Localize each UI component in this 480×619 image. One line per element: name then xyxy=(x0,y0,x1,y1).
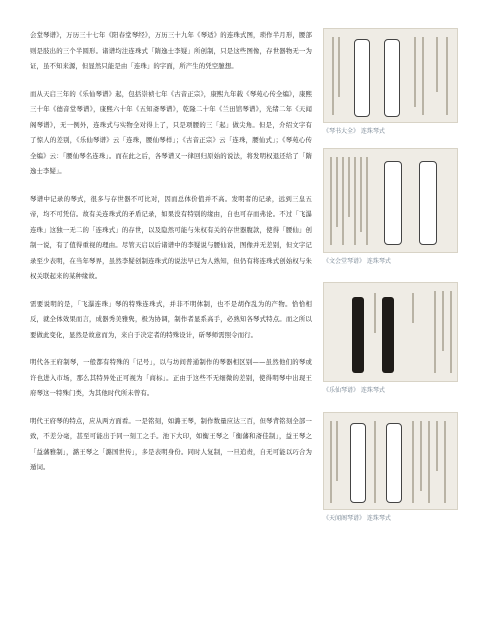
figure-image xyxy=(323,28,458,123)
figure-caption: 《文会堂琴谱》 连珠琴式 xyxy=(323,258,391,265)
figure-image xyxy=(323,282,458,382)
paragraph: 琴谱中记录的琴式，很多与存世器不可比对，因而总体价值并不高。发明者的记录，远到三皇五帝，均不可凭信。故有关连珠式的矛盾记录，如果没有特别的缘由，自也可存而弗论。不过「飞瀑连珠」这独一无二的「连珠式」的存世，以及隐然可能与朱权有关的存世器腹款，使得「腰仙」创制一说，有了值得重视的理由。尽管天启以后诸谱中的李疑说与腰仙说，图像并无差别，但文字记录至少表明，在当年琴界，虽然李疑创制连珠式的说法早已为人熟知，但仍有将连珠式创始权与朱权关联起来的某种缘故。 xyxy=(30,194,312,280)
figure-tianwenge xyxy=(323,412,458,524)
paragraph: 而从天启三年的《乐仙琴谱》起，包括崇祯七年《古音正宗》，康熙九年载《琴苑心传全编》，康熙三十年《德音堂琴谱》，康熙六十年《五知斋琴谱》，乾隆二十年《兰田馆琴谱》，光绪二年《天闻阁琴谱》，无一例外，连珠式与实物全对得上了，只是项腰的三「起」做尖角。但是，介绍文字有了惊人的差别，《乐仙琴谱》云「连珠，腰仙琴样」；《古音正宗》云「连珠，腰仙式」；《琴苑心传全编》云：「腰仙琴名连珠」。而在此之后，各琴谱又一律回归原始的说法，将发明权退还给了「隋逸士李疑」。 xyxy=(30,89,312,175)
figure-caption: 《乐仙琴谱》 连珠琴式 xyxy=(323,387,385,394)
figure-image xyxy=(323,148,458,253)
figure-image xyxy=(323,412,458,510)
qin-dark-front xyxy=(352,297,364,373)
qin-outline xyxy=(419,161,437,245)
paragraph: 明代王府琴的特点，应从两方面看。一是铭刻，如潞王琴，制作数量应达三百，但琴背铭刻全部一致，不差分毫，甚至可能出于同一刻工之手。池下大印，如衡王琴之「衡藩和斋佳制」，益王琴之「益藩雅制」，潞王琴之「潞国世传」，多是表明身份。同时人复制，一旦追责，自无可能以巧合为遁词。 xyxy=(30,416,312,471)
figure-caption: 《天闻阁琴谱》 连珠琴式 xyxy=(323,515,391,522)
qin-outline xyxy=(350,423,366,503)
qin-outline xyxy=(384,161,402,245)
figure-wenhuitang xyxy=(323,148,458,267)
article-body xyxy=(30,28,312,476)
figure-lexian xyxy=(323,282,458,396)
qin-outline xyxy=(354,39,370,117)
qin-dark-back xyxy=(382,297,394,373)
figure-caption: 《琴书大全》 连珠琴式 xyxy=(323,128,385,135)
figure-qinshu-daquan xyxy=(323,28,458,137)
paragraph: 会堂琴谱》，万历三十七年《阳春堂琴经》，万历三十九年《琴适》的连珠式图，琐作半月形，腰部则是肢出的三个半圆形。诸谱均注连珠式「隋逸士李疑」所创制，只是这些图像，存世器物无一为证，虽不知来源，但显然只能是由「连珠」的字面，所产生的凭空臆想。 xyxy=(30,31,312,70)
paragraph: 明代各王府制琴，一般都有特殊的「记号」，以与坊间普通制作的琴器相区别——虽然他们的琴或许也进入市场，那么其特异处正可视为「商标」。正由于这些不无细微的差别，使得明琴中出现王府琴这一特殊门类，为其他时代所未曾有。 xyxy=(30,358,312,397)
paragraph: 需要说明的是，「飞瀑连珠」琴的特殊连珠式，并非不明体制，也不是胡作乱为的产物。恰恰相反，就全体效果而言，成器秀美雅隽，极为协调，制作者显系高手，必熟知各琴式特点。而之所以要做此变化，显然是故意而为，来自于决定者的特殊设计，斫琴师需照令而行。 xyxy=(30,299,312,339)
qin-outline xyxy=(386,423,402,503)
qin-outline xyxy=(384,39,400,117)
